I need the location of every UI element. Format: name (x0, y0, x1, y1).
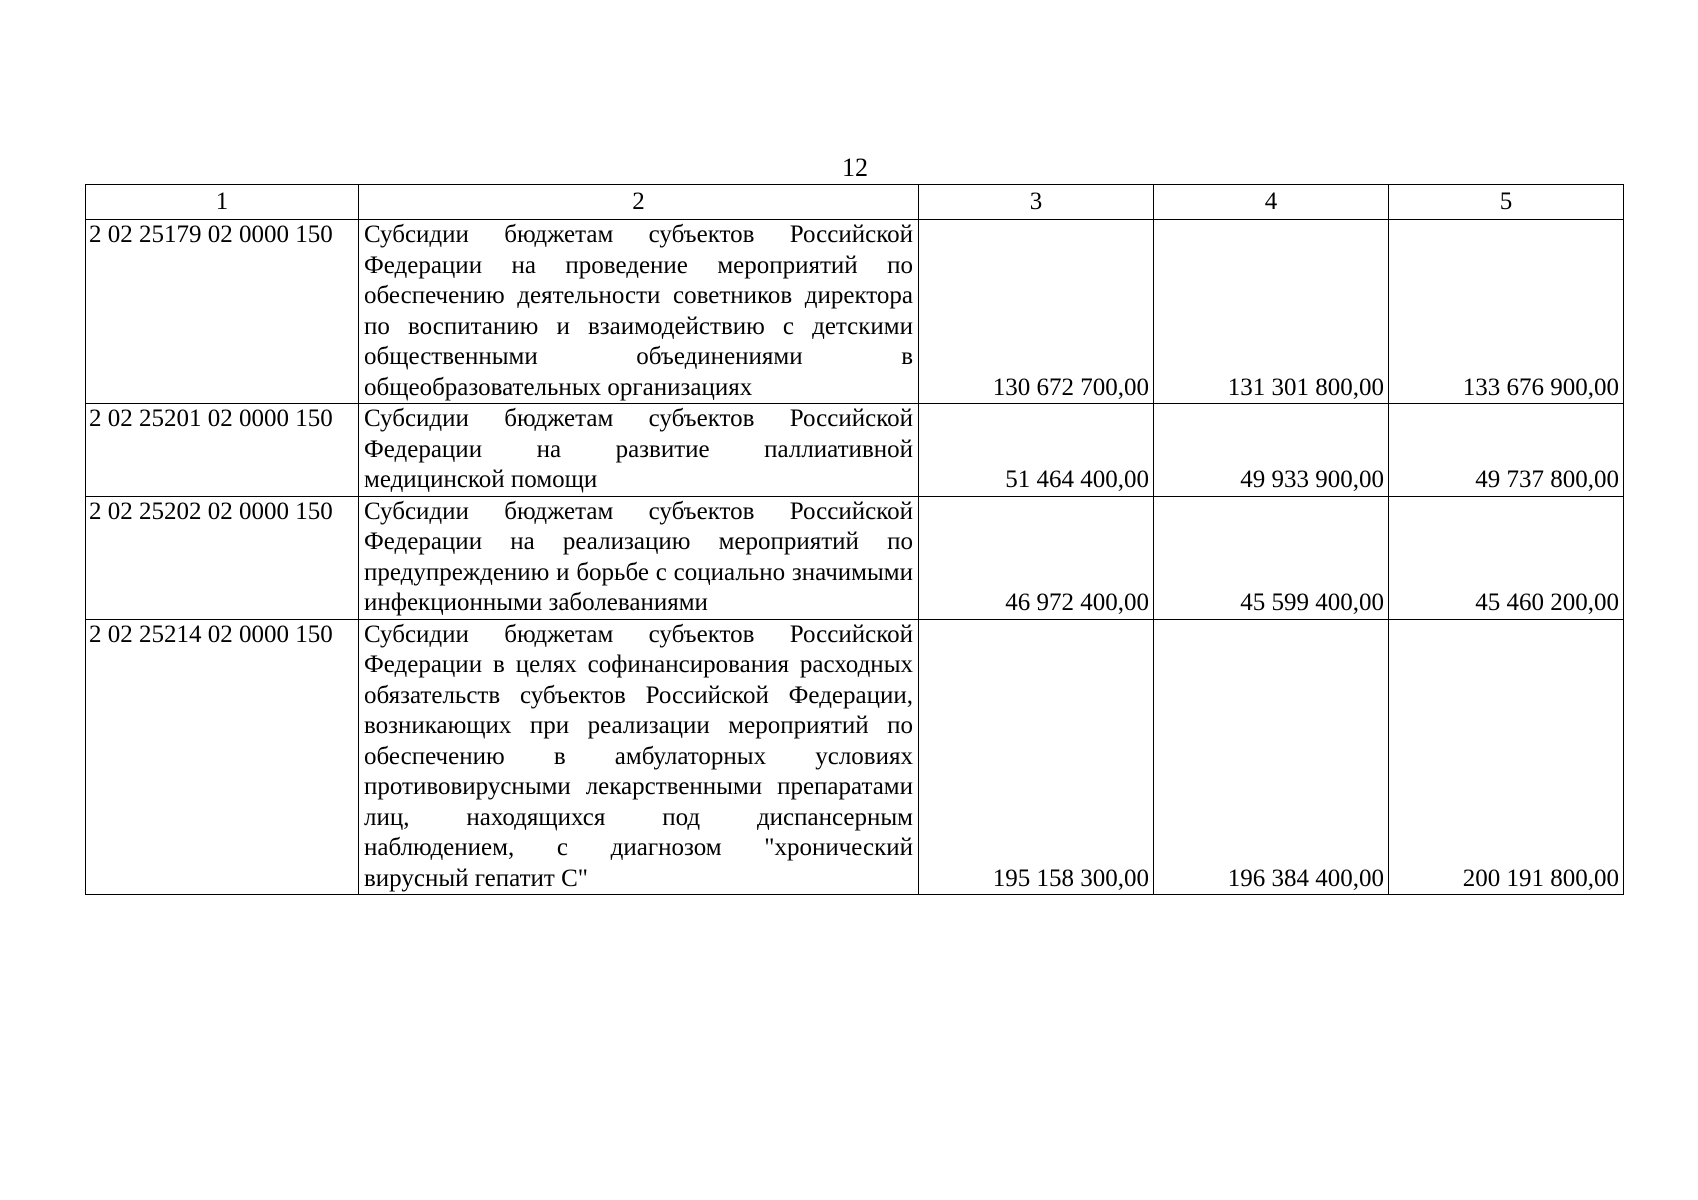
table-row (86, 404, 1624, 497)
amount-col3-cell: 130 672 700,00 (919, 220, 1154, 404)
amount-col3-cell: 195 158 300,00 (919, 619, 1154, 895)
amount-col5-cell: 133 676 900,00 (1389, 220, 1624, 404)
table-header-row (86, 185, 1624, 220)
description-cell: Субсидии бюджетам субъектов Российской Федерации на развитие паллиативной медицинской помощи (359, 404, 919, 497)
column-header: 2 (359, 185, 919, 220)
budget-code-cell: 2 02 25179 02 0000 150 (86, 220, 359, 404)
table-row (86, 220, 1624, 404)
amount-col5-cell: 200 191 800,00 (1389, 619, 1624, 895)
amount-col4-cell: 196 384 400,00 (1154, 619, 1389, 895)
column-header: 4 (1154, 185, 1389, 220)
column-header: 5 (1389, 185, 1624, 220)
amount-col3-cell: 51 464 400,00 (919, 404, 1154, 497)
amount-col4-cell: 45 599 400,00 (1154, 496, 1389, 619)
description-cell: Субсидии бюджетам субъектов Российской Федерации на проведение мероприятий по обеспечению деятельности советников директора по воспитанию и взаимодействию с детскими общественными объединениями в общеобразовательных организациях (359, 220, 919, 404)
amount-col4-cell: 131 301 800,00 (1154, 220, 1389, 404)
budget-code-cell: 2 02 25214 02 0000 150 (86, 619, 359, 895)
budget-table (85, 184, 1624, 895)
amount-col4-cell: 49 933 900,00 (1154, 404, 1389, 497)
description-cell: Субсидии бюджетам субъектов Российской Федерации в целях софинансирования расходных обязательств субъектов Российской Федерации, возникающих при реализации мероприятий по обеспечению в амбулаторных условиях противовирусными лекарственными препаратами лиц, находящихся под диспансерным наблюдением, с диагнозом "хронический вирусный гепатит С" (359, 619, 919, 895)
column-header: 3 (919, 185, 1154, 220)
table-row (86, 496, 1624, 619)
budget-code-cell: 2 02 25201 02 0000 150 (86, 404, 359, 497)
page-number: 12 (842, 153, 868, 182)
amount-col3-cell: 46 972 400,00 (919, 496, 1154, 619)
description-cell: Субсидии бюджетам субъектов Российской Федерации на реализацию мероприятий по предупреждению и борьбе с социально значимыми инфекционными заболеваниями (359, 496, 919, 619)
table-row (86, 619, 1624, 895)
amount-col5-cell: 49 737 800,00 (1389, 404, 1624, 497)
column-header: 1 (86, 185, 359, 220)
budget-code-cell: 2 02 25202 02 0000 150 (86, 496, 359, 619)
amount-col5-cell: 45 460 200,00 (1389, 496, 1624, 619)
